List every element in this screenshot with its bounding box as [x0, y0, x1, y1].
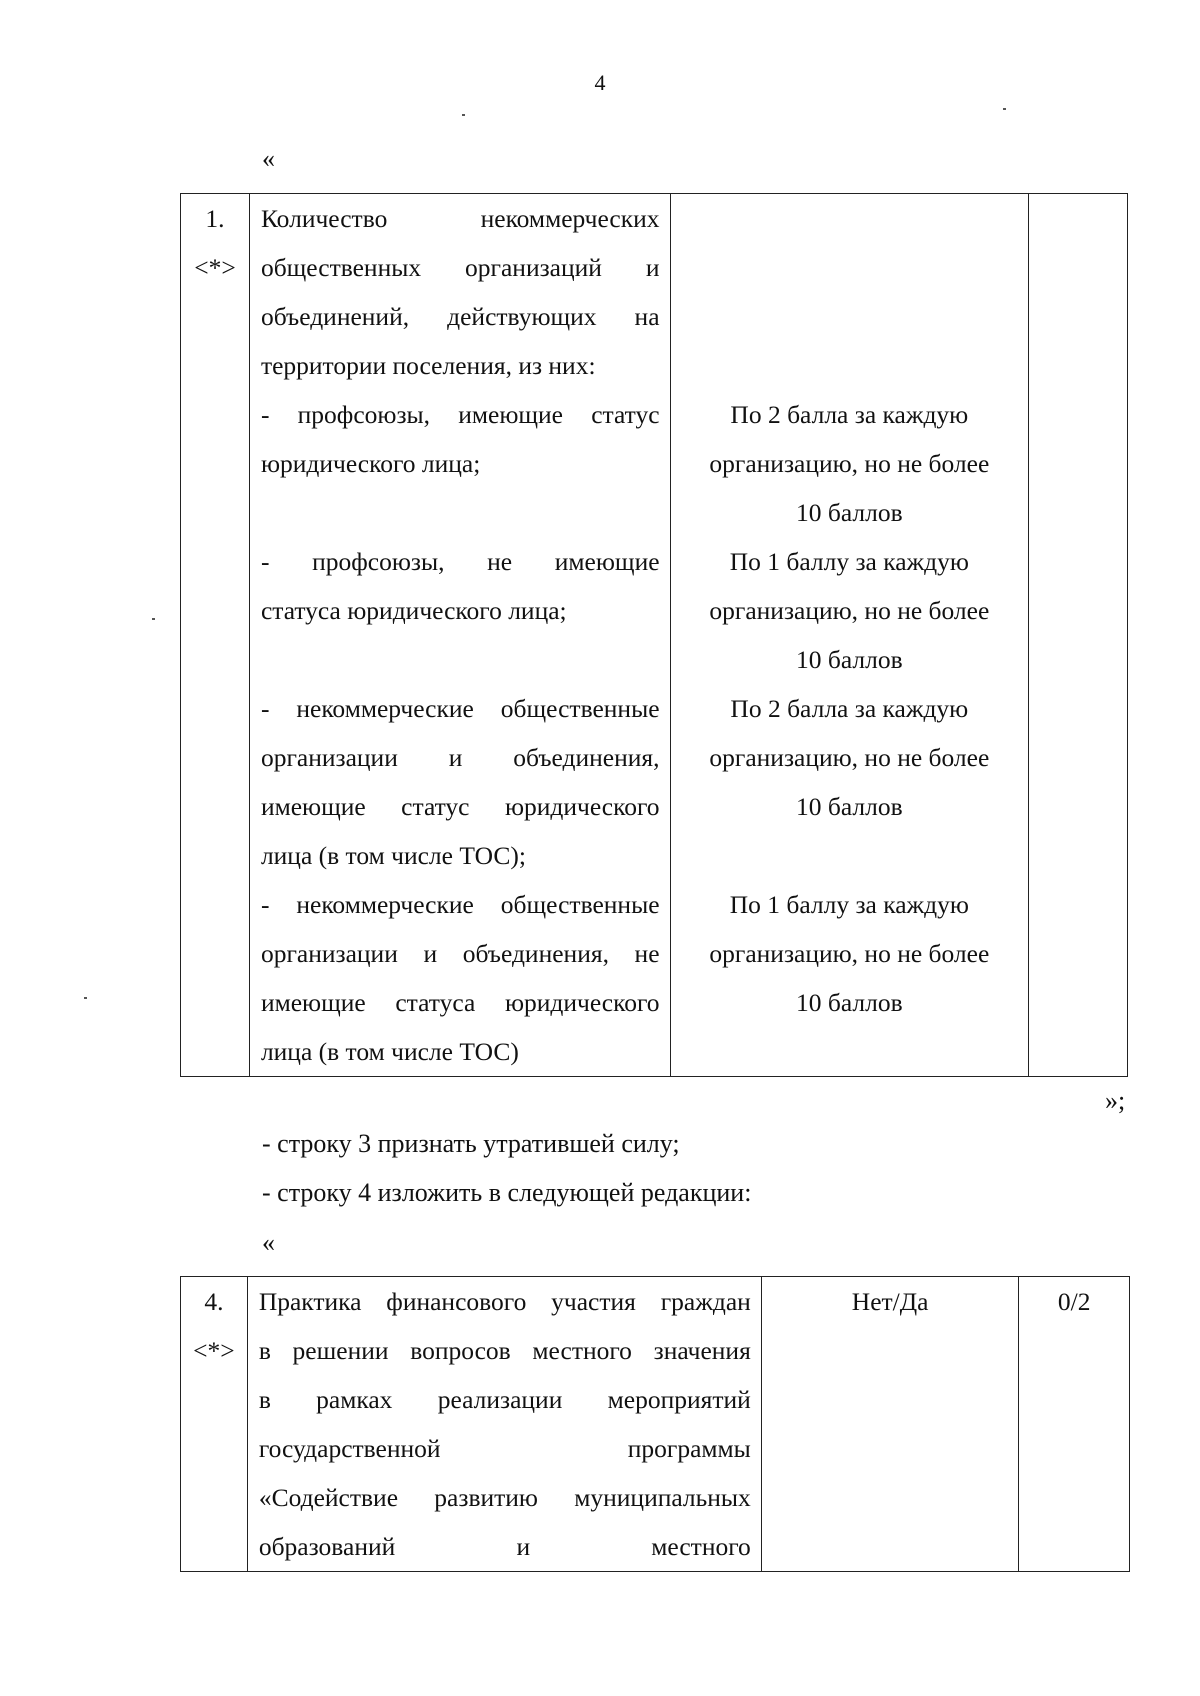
score-rule-line: По 1 баллу за каждую — [729, 890, 969, 919]
criterion-line: государственной программы — [258, 1434, 751, 1463]
score-rule-line: По 2 балла за каждую — [730, 694, 969, 723]
scan-speck — [1003, 108, 1006, 110]
criterion-line: образований и местного — [258, 1532, 751, 1561]
criterion-line: - профсоюзы, не имеющие — [260, 547, 660, 576]
opening-quote-2: « — [262, 1228, 275, 1257]
criterion-line: имеющие статуса юридического — [260, 988, 660, 1017]
criterion-cell — [247, 1277, 761, 1572]
points-cell: 0/2 — [1019, 1277, 1130, 1572]
score-rule-line — [671, 1027, 1029, 1076]
score-rule-line: организацию, но не более — [709, 939, 990, 968]
criterion-line — [261, 488, 660, 537]
criterion-line: объединений, действующих на — [260, 302, 660, 331]
criterion-text — [248, 1277, 761, 1571]
score-rule-line: 10 баллов — [796, 988, 903, 1017]
criterion-line: в решении вопросов местного значения — [258, 1336, 751, 1365]
score-rule-line: По 2 балла за каждую — [730, 400, 969, 429]
score-rule-line: организацию, но не более — [709, 743, 990, 772]
instruction-line: - строку 3 признать утратившей силу; — [262, 1129, 680, 1158]
score-rule-line: организацию, но не более — [709, 449, 990, 478]
criterion-line: «Содействие развитию муниципальных — [258, 1483, 751, 1512]
closing-quote: »; — [1105, 1086, 1126, 1115]
criterion-line: - профсоюзы, имеющие статус — [260, 400, 660, 429]
criterion-line: имеющие статус юридического — [260, 792, 660, 821]
points-cell — [1029, 194, 1128, 1077]
row-number: 4. — [204, 1287, 224, 1316]
criterion-line: - некоммерческие общественные — [260, 890, 660, 919]
row-number: 1. — [205, 204, 225, 233]
score-rule-line — [671, 831, 1029, 880]
criteria-table-2 — [180, 1276, 1130, 1572]
page-number: 4 — [594, 70, 606, 95]
criteria-table-1 — [180, 193, 1128, 1077]
score-rule-cell — [670, 194, 1029, 1077]
criterion-line: лица (в том числе ТОС); — [260, 841, 526, 870]
scan-speck — [462, 114, 465, 116]
row-number-cell — [181, 1277, 248, 1572]
criterion-text — [250, 194, 670, 1076]
criterion-line: юридического лица; — [260, 449, 481, 478]
score-rule-line: 10 баллов — [796, 645, 903, 674]
criterion-line: общественных организаций и — [260, 253, 660, 282]
value-cell: Нет/Да — [761, 1277, 1019, 1572]
score-rule-text — [671, 194, 1029, 1076]
criterion-line: организации и объединения, не — [260, 939, 660, 968]
score-rule-line: 10 баллов — [796, 498, 903, 527]
score-rule-line — [671, 194, 1029, 243]
opening-quote-1: « — [262, 144, 275, 173]
criterion-cell — [249, 194, 670, 1077]
score-rule-line — [671, 341, 1029, 390]
criterion-line: лица (в том числе ТОС) — [260, 1037, 519, 1066]
table-row — [181, 194, 1128, 1077]
criterion-line: в рамках реализации мероприятий — [258, 1385, 751, 1414]
criterion-line — [261, 635, 660, 684]
score-rule-line: 10 баллов — [796, 792, 903, 821]
score-rule-line: организацию, но не более — [709, 596, 990, 625]
scan-speck — [152, 618, 155, 620]
score-rule-line — [671, 243, 1029, 292]
table-row — [181, 1277, 1130, 1572]
score-rule-line — [671, 292, 1029, 341]
row-marker: <*> — [194, 253, 236, 282]
row-marker: <*> — [193, 1336, 235, 1365]
criterion-line: статуса юридического лица; — [260, 596, 567, 625]
row-number-cell — [181, 194, 250, 1077]
criterion-line: организации и объединения, — [260, 743, 660, 772]
score-rule-line: По 1 баллу за каждую — [729, 547, 969, 576]
criterion-line: Количество некоммерческих — [260, 204, 660, 233]
scan-speck — [84, 997, 87, 999]
criterion-line: - некоммерческие общественные — [260, 694, 660, 723]
instruction-line: - строку 4 изложить в следующей редакции: — [262, 1178, 752, 1207]
criterion-line: Практика финансового участия граждан — [258, 1287, 751, 1316]
criterion-line: территории поселения, из них: — [260, 351, 596, 380]
